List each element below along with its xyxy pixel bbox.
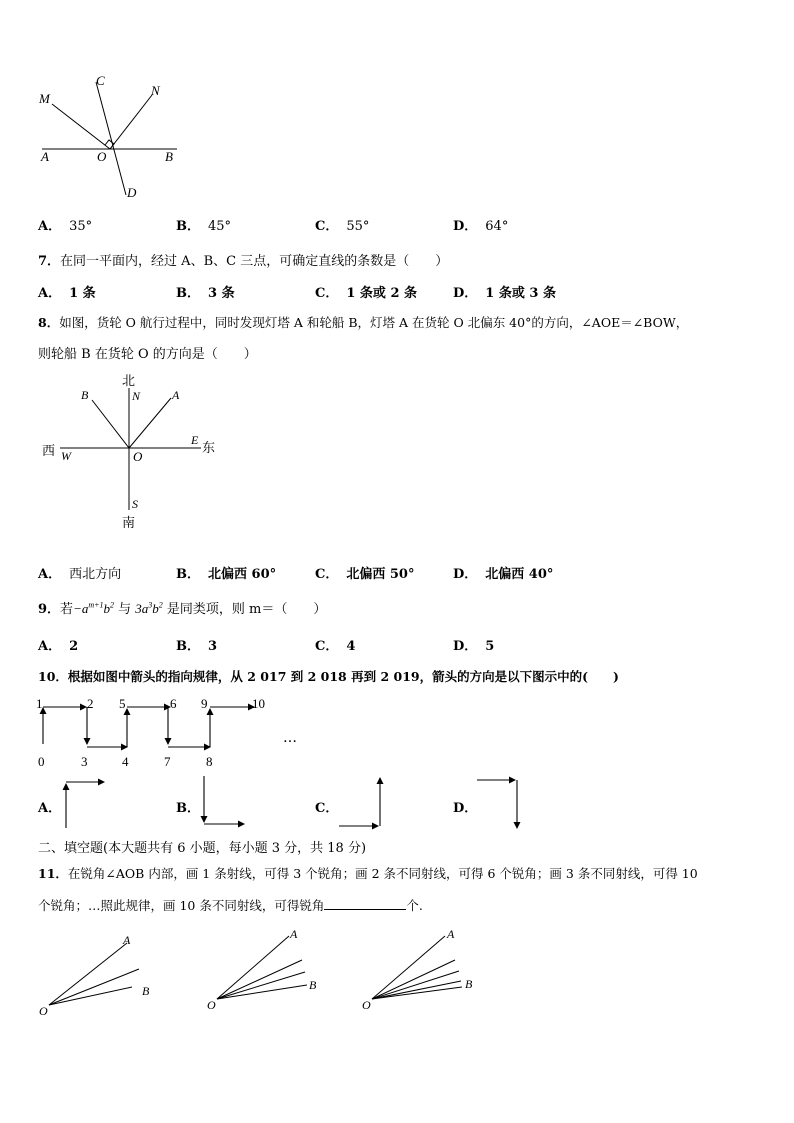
label-W: W xyxy=(61,449,71,463)
label-north: 北 xyxy=(122,373,136,388)
q8-option-c[interactable]: C． 北偏西 50° xyxy=(315,567,415,582)
q9-stem: 9．若$-a^{m+1}b^2$ 与 $3a^3b^2$ 是同类项，则 m＝（ ） xyxy=(38,600,327,617)
seq-4: 4 xyxy=(122,754,129,769)
q8-option-d[interactable]: D． 北偏西 40° xyxy=(453,567,554,582)
q7-option-c[interactable]: C． 1 条或 2 条 xyxy=(315,286,418,301)
seq-1: 1 xyxy=(36,696,43,711)
q8-stem-line1: 8．如图，货轮 O 航行过程中，同时发现灯塔 A 和轮船 B，灯塔 A 在货轮 O 北偏东 40°的方向，∠AOE＝∠BOW， xyxy=(38,315,689,330)
seq-2: 2 xyxy=(87,696,94,711)
q10-sequence-figure xyxy=(30,692,320,772)
q11-figure-3 xyxy=(355,924,485,1016)
q10-option-d-label: D． xyxy=(453,801,478,816)
label-B: B xyxy=(165,149,173,164)
svg-text:O: O xyxy=(39,1004,48,1018)
q6-option-c[interactable]: C． 55° xyxy=(315,219,370,234)
seq-10: 10 xyxy=(252,696,265,711)
label-south: 南 xyxy=(122,515,136,530)
seq-6: 6 xyxy=(170,696,177,711)
label-O: O xyxy=(133,449,143,464)
label-A: A xyxy=(172,388,180,402)
ray-ON xyxy=(110,95,152,149)
label-O: O xyxy=(97,149,107,164)
q9-option-a[interactable]: A． 2 xyxy=(38,639,79,654)
svg-text:O: O xyxy=(207,998,216,1012)
svg-text:O: O xyxy=(362,998,371,1012)
label-east: 东 xyxy=(202,440,216,455)
q7-option-b[interactable]: B． 3 条 xyxy=(176,286,235,301)
q11-figure-2 xyxy=(200,924,330,1016)
label-E: E xyxy=(191,433,199,447)
svg-text:B: B xyxy=(465,977,473,991)
q11-figure-1 xyxy=(35,928,160,1020)
q7-option-a[interactable]: A． 1 条 xyxy=(38,286,96,301)
label-N: N xyxy=(151,83,160,98)
label-west: 西 xyxy=(42,443,56,458)
svg-text:B: B xyxy=(309,978,317,992)
label-S: S xyxy=(132,497,138,511)
label-N: N xyxy=(132,389,141,403)
seq-0: 0 xyxy=(38,754,45,769)
ray-OM xyxy=(52,104,110,149)
seq-7: 7 xyxy=(164,754,171,769)
ray-OA xyxy=(129,398,171,448)
label-B: B xyxy=(81,388,89,402)
svg-text:A: A xyxy=(290,927,298,941)
q10-stem: 10．根据如图中箭头的指向规律，从 2 017 到 2 018 再到 2 019，箭头的方向是以下图示中的( ) xyxy=(38,669,619,684)
section-2-title: 二、填空题(本大题共有 6 小题，每小题 3 分，共 18 分) xyxy=(38,841,367,856)
q9-term2: $3a^3b^2$ xyxy=(135,600,163,616)
seq-3: 3 xyxy=(81,754,88,769)
seq-8: 8 xyxy=(206,754,213,769)
q9-option-c[interactable]: C． 4 xyxy=(315,639,356,654)
q8-option-b[interactable]: B． 北偏西 60° xyxy=(176,567,277,582)
q8-figure xyxy=(38,370,228,535)
ray-OB xyxy=(92,400,129,448)
q6-option-d[interactable]: D． 64° xyxy=(453,219,509,234)
q10-option-c-arrow[interactable] xyxy=(337,774,387,830)
q10-option-c-label: C． xyxy=(315,801,339,816)
seq-5: 5 xyxy=(119,696,126,711)
q8-option-a[interactable]: A． 西北方向 xyxy=(38,567,122,582)
q6-option-a[interactable]: A． 35° xyxy=(38,219,93,234)
svg-text:A: A xyxy=(447,927,455,941)
q9-option-d[interactable]: D． 5 xyxy=(453,639,495,654)
q8-stem-line2: 则轮船 B 在货轮 O 的方向是（ ） xyxy=(38,347,257,362)
q10-option-b-arrow[interactable] xyxy=(198,774,248,830)
label-C: C xyxy=(96,73,105,88)
label-A: A xyxy=(41,149,49,164)
q7-option-d[interactable]: D． 1 条或 3 条 xyxy=(453,286,556,301)
label-D: D xyxy=(127,185,137,200)
line-CD xyxy=(96,82,126,195)
q10-option-b-label: B． xyxy=(176,801,200,816)
q6-option-b[interactable]: B． 45° xyxy=(176,219,232,234)
q10-ellipsis: … xyxy=(283,730,297,746)
q10-option-d-arrow[interactable] xyxy=(475,774,525,830)
q9-term1: $-a^{m+1}b^2$ xyxy=(73,600,115,616)
q10-option-a-arrow[interactable] xyxy=(60,774,110,830)
q7-stem: 7．在同一平面内，经过 A、B、C 三点，可确定直线的条数是（ ） xyxy=(38,254,449,269)
svg-text:A: A xyxy=(123,933,131,947)
q6-figure xyxy=(30,70,190,205)
q11-line2: 个锐角；…照此规律，画 10 条不同射线，可得锐角 个. xyxy=(38,898,423,913)
q11-line1: 11．在锐角∠AOB 内部，画 1 条射线，可得 3 个锐角；画 2 条不同射线，可得 6 个锐角；画 3 条不同射线，可得 10 xyxy=(38,866,698,881)
seq-9: 9 xyxy=(201,696,208,711)
q9-option-b[interactable]: B． 3 xyxy=(176,639,218,654)
label-M: M xyxy=(39,91,50,106)
answer-blank[interactable] xyxy=(324,897,406,910)
q10-option-a-label: A． xyxy=(38,801,62,816)
svg-text:B: B xyxy=(142,984,150,998)
